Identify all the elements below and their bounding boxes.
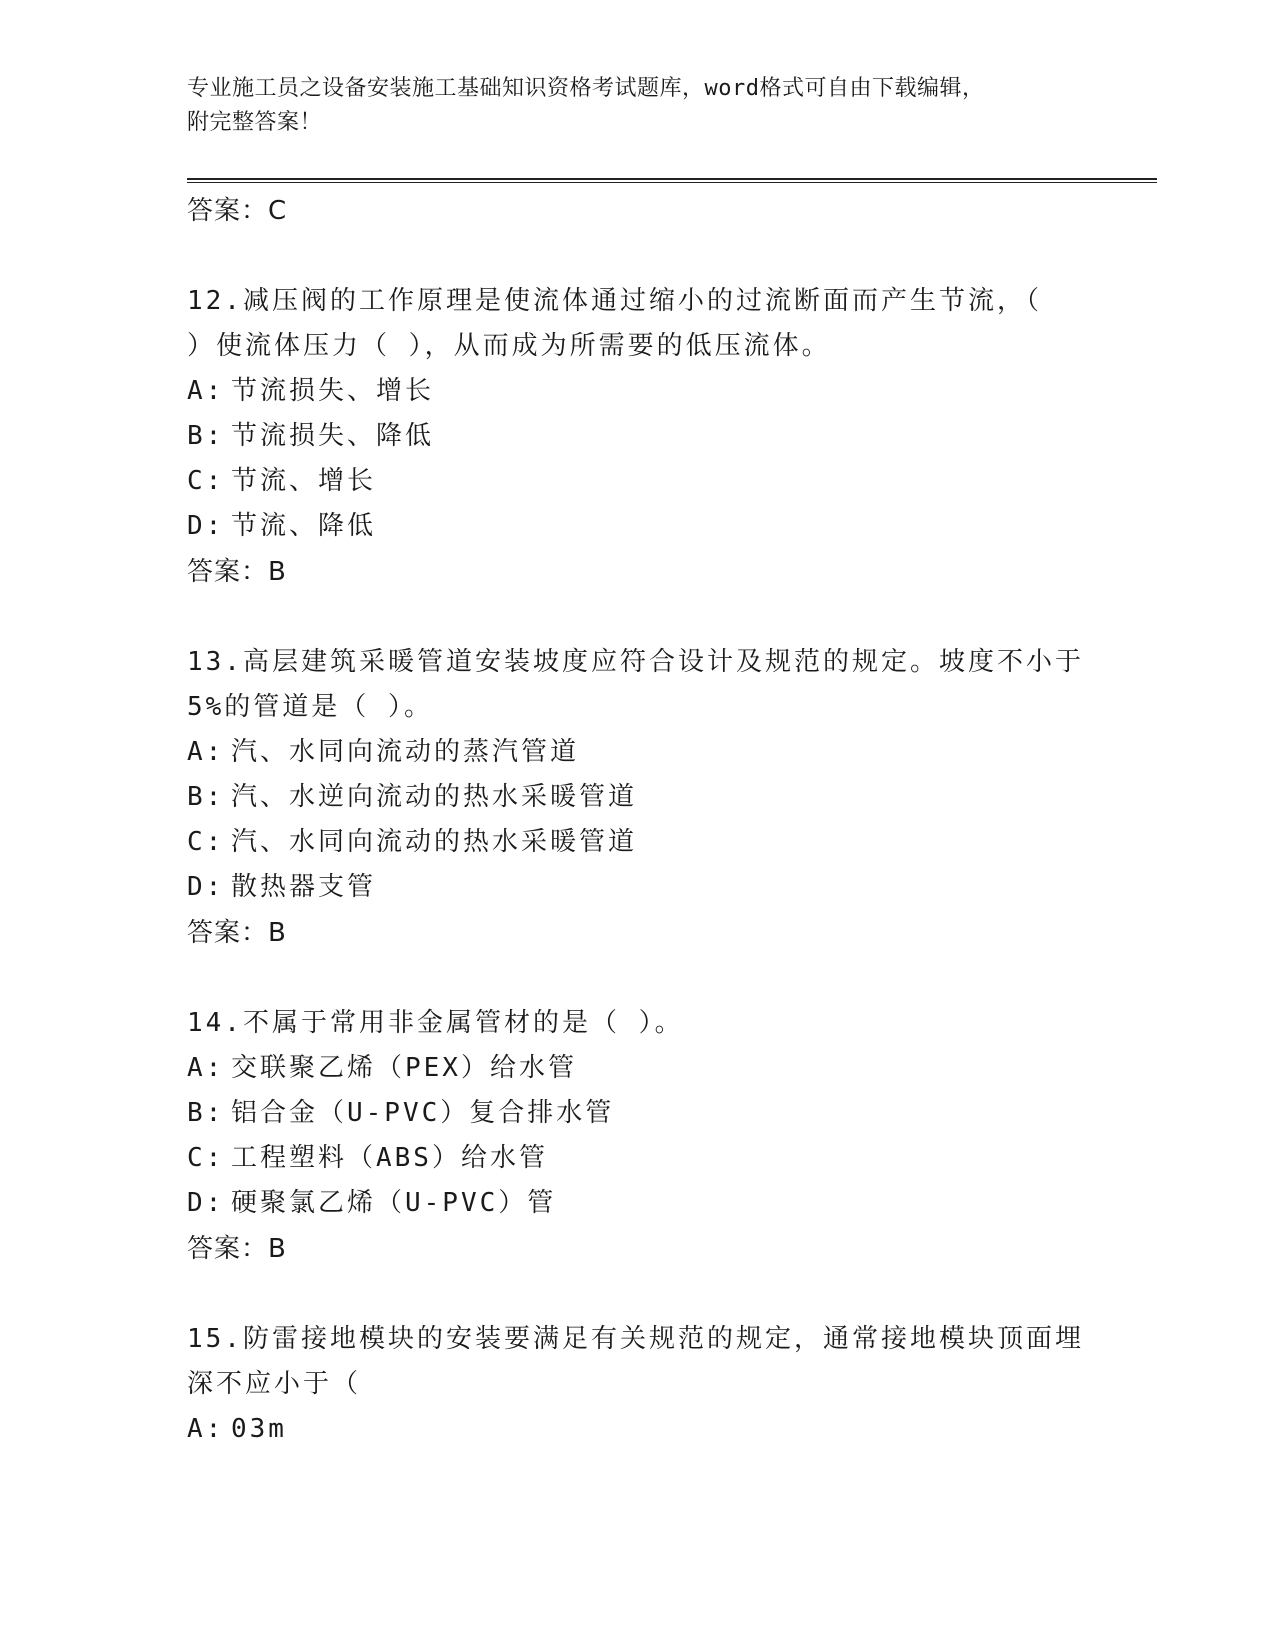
option-a xyxy=(187,1046,1087,1091)
option-a xyxy=(187,369,1087,414)
question-14 xyxy=(187,1001,1087,1272)
option-b xyxy=(187,414,1087,459)
option-text: 汽、水逆向流动的热水采暖管道 xyxy=(231,782,638,812)
question-stem xyxy=(187,1317,1087,1407)
option-text: 节流、增长 xyxy=(231,466,377,496)
option-text: 节流、降低 xyxy=(231,511,377,541)
stem-line: 5%的管道是（ ）。 xyxy=(187,692,433,722)
stem-line: 14.不属于常用非金属管材的是（ ）。 xyxy=(187,1008,684,1038)
answer-line: 答案：C xyxy=(187,196,288,226)
option-text: 汽、水同向流动的热水采暖管道 xyxy=(231,827,638,857)
option-text: 节流损失、降低 xyxy=(231,421,435,451)
option-text: 交联聚乙烯（PEX）给水管 xyxy=(231,1053,577,1083)
header-line-2: 附完整答案！ xyxy=(187,110,323,135)
option-text: 03m xyxy=(231,1414,287,1444)
option-text: 汽、水同向流动的蒸汽管道 xyxy=(231,737,580,767)
stem-line: 12.减压阀的工作原理是使流体通过缩小的过流断面而产生节流，（ xyxy=(187,286,1042,316)
option-key: A: xyxy=(187,1053,225,1083)
option-c xyxy=(187,820,1087,865)
option-c xyxy=(187,459,1087,504)
stem-line: 深不应小于（ xyxy=(187,1369,362,1399)
answer-line: 答案：B xyxy=(187,557,287,587)
option-text: 工程塑料（ABS）给水管 xyxy=(231,1143,548,1173)
option-key: C: xyxy=(187,827,225,857)
option-key: D: xyxy=(187,1188,225,1218)
page-header xyxy=(187,72,1087,140)
option-key: C: xyxy=(187,466,225,496)
option-text: 硬聚氯乙烯（U-PVC）管 xyxy=(231,1188,557,1218)
stem-line: 15.防雷接地模块的安装要满足有关规范的规定，通常接地模块顶面埋 xyxy=(187,1324,1084,1354)
option-key: A: xyxy=(187,1414,225,1444)
question-13 xyxy=(187,640,1087,956)
option-text: 散热器支管 xyxy=(231,872,377,902)
option-key: B: xyxy=(187,421,225,451)
option-key: C: xyxy=(187,1143,225,1173)
question-stem xyxy=(187,1001,1087,1046)
question-12 xyxy=(187,279,1087,595)
question-stem xyxy=(187,640,1087,730)
option-a xyxy=(187,1407,1087,1452)
header-line-1: 专业施工员之设备安装施工基础知识资格考试题库，word格式可自由下载编辑， xyxy=(187,76,985,101)
option-c xyxy=(187,1136,1087,1181)
answer-line: 答案：B xyxy=(187,1234,287,1264)
option-key: D: xyxy=(187,511,225,541)
option-key: D: xyxy=(187,872,225,902)
option-b xyxy=(187,1091,1087,1136)
option-key: B: xyxy=(187,1098,225,1128)
option-key: B: xyxy=(187,782,225,812)
question-stem xyxy=(187,279,1087,369)
question-15 xyxy=(187,1317,1087,1452)
option-d xyxy=(187,504,1087,549)
question-list xyxy=(187,188,1087,1452)
option-text: 节流损失、增长 xyxy=(231,376,435,406)
option-d xyxy=(187,865,1087,910)
option-key: A: xyxy=(187,376,225,406)
stem-line: ）使流体压力（ ），从而成为所需要的低压流体。 xyxy=(187,331,831,361)
answer-line: 答案：B xyxy=(187,918,287,948)
stem-line: 13.高层建筑采暖管道安装坡度应符合设计及规范的规定。坡度不小于 xyxy=(187,647,1084,677)
option-text: 铝合金（U-PVC）复合排水管 xyxy=(231,1098,615,1128)
header-divider xyxy=(187,178,1157,183)
option-b xyxy=(187,775,1087,820)
option-d xyxy=(187,1181,1087,1226)
option-a xyxy=(187,730,1087,775)
option-key: A: xyxy=(187,737,225,767)
